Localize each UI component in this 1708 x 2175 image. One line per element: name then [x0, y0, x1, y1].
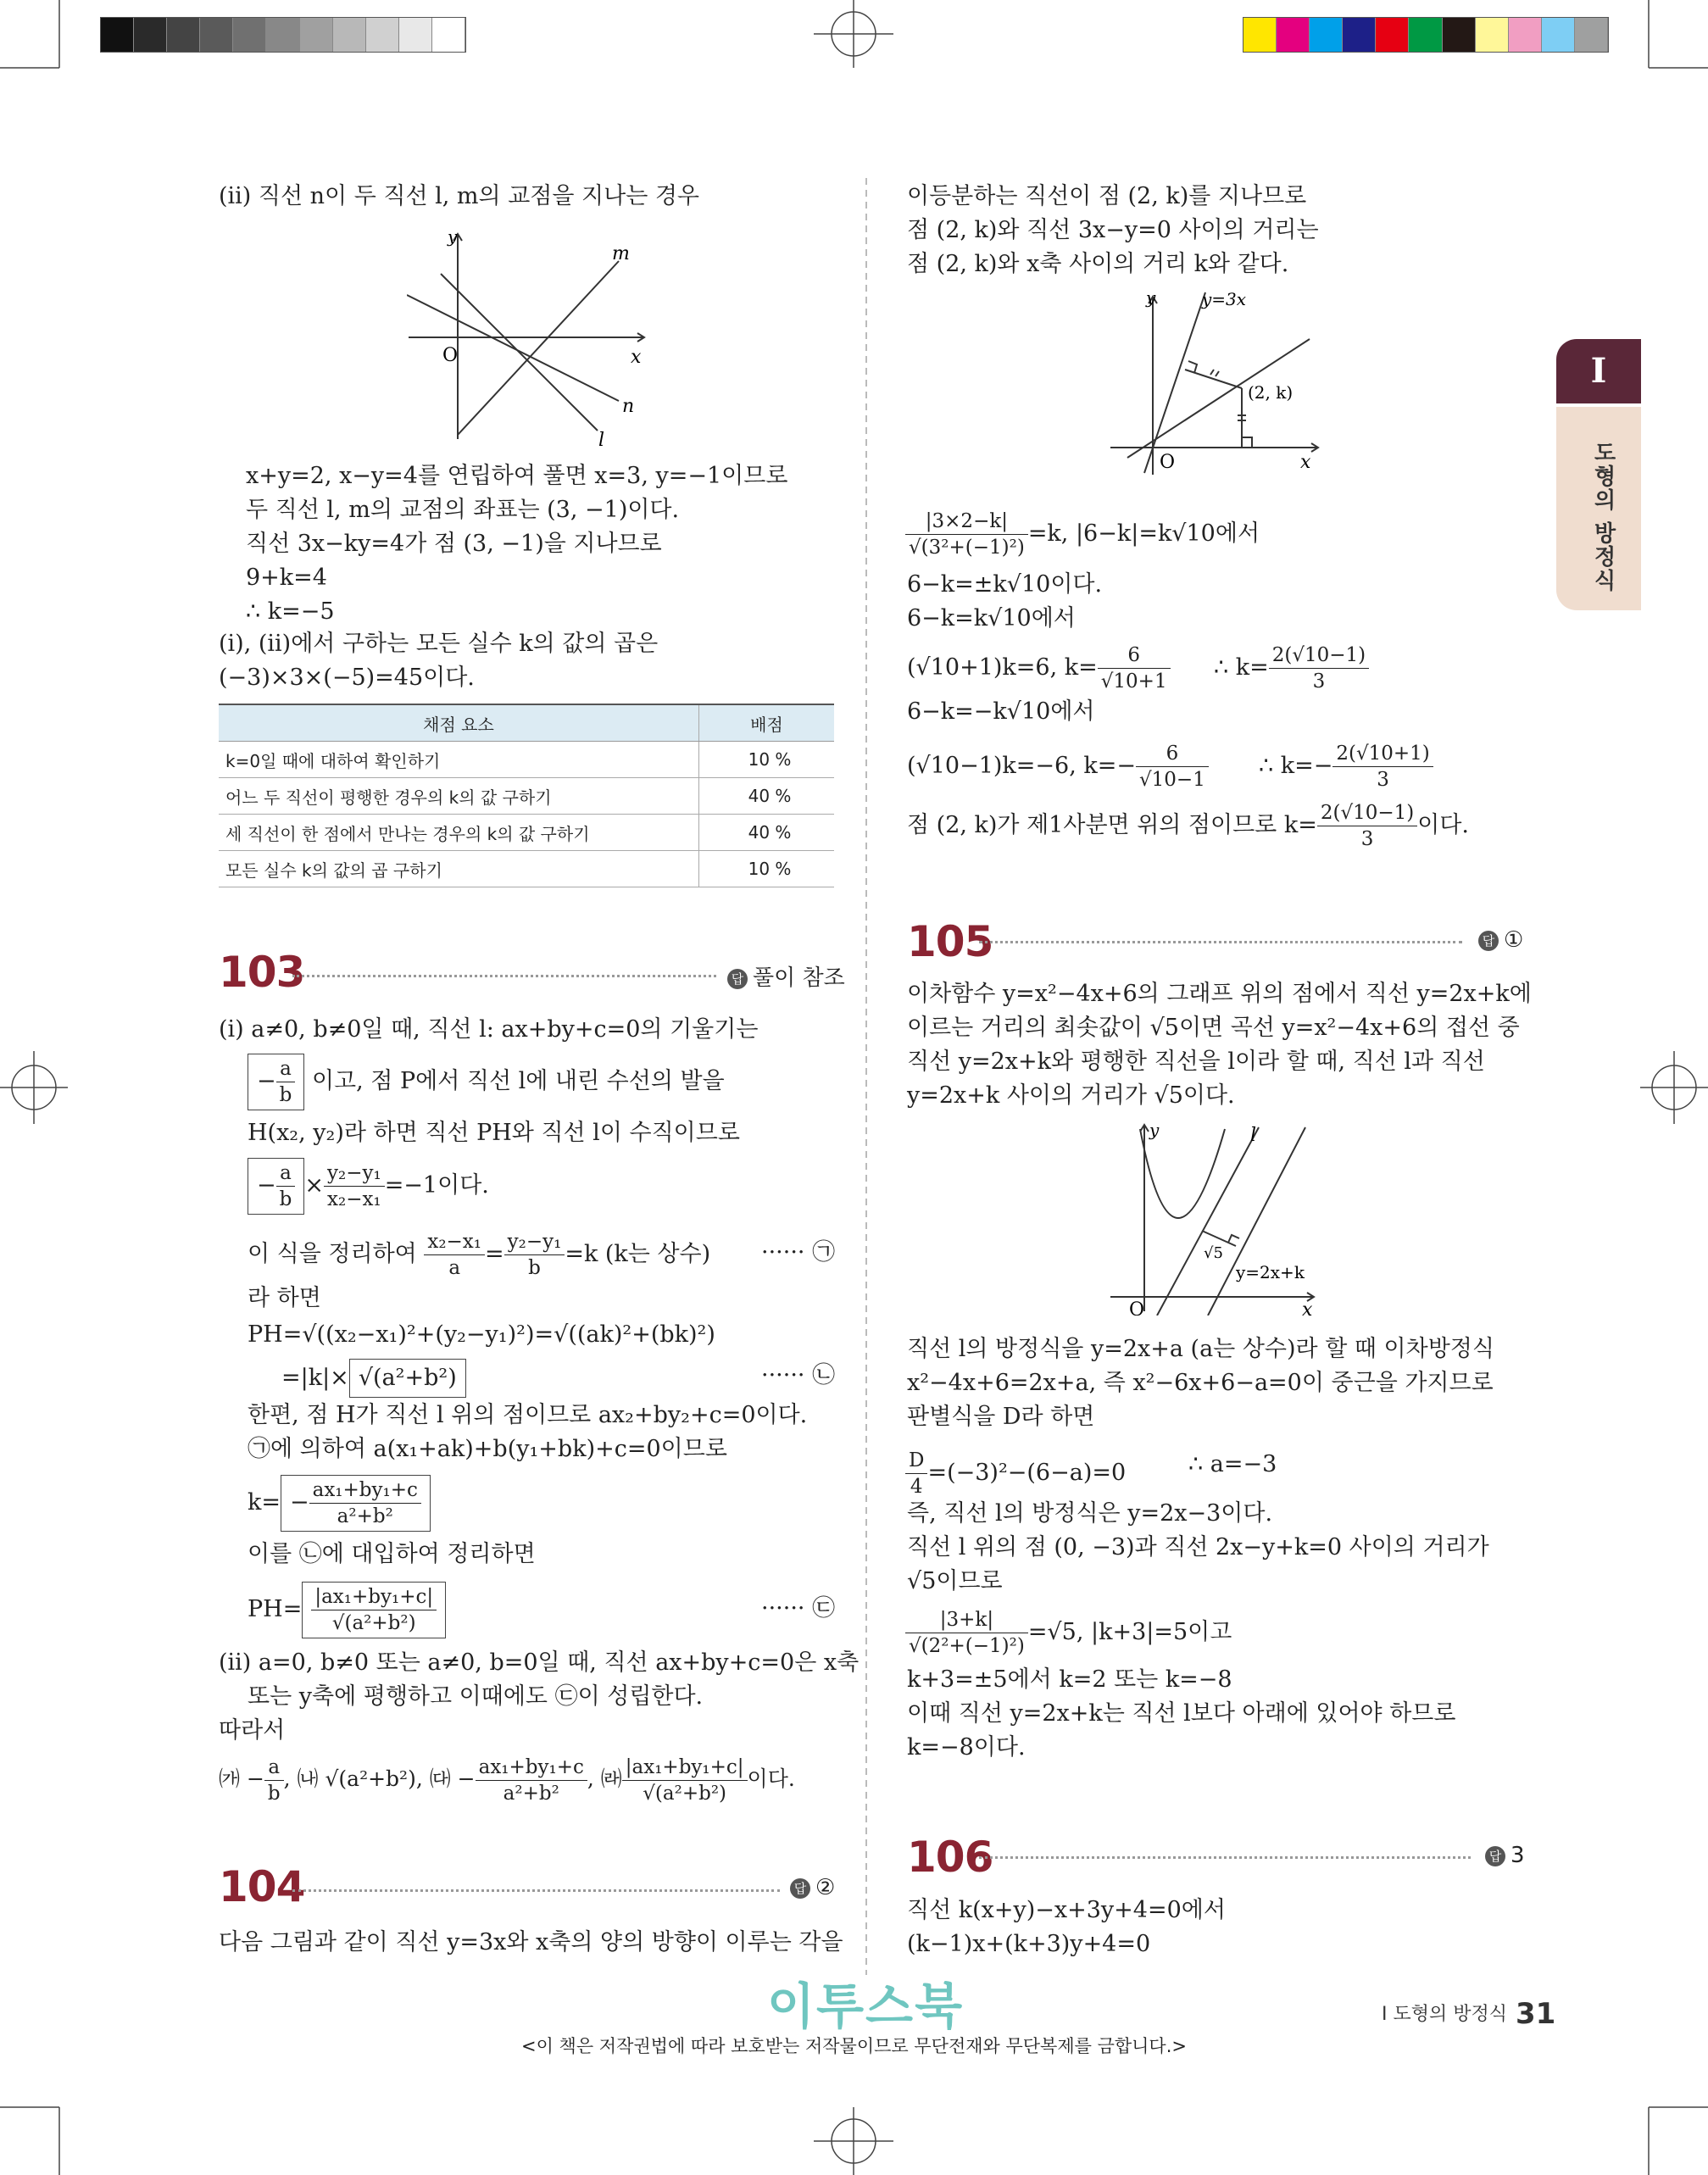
problem-105-answer: 답 ① — [1478, 927, 1523, 953]
p103-line-12: 이를 ㉡에 대입하여 정리하면 — [248, 1541, 536, 1567]
p103-line-6: 라 하면 — [248, 1285, 321, 1311]
p105-line-4: y=2x+k 사이의 거리가 √5이다. — [907, 1082, 1235, 1109]
r-eq-6b: ∴ k=− $\frac{2(√10+1)}{3}$ — [1259, 741, 1433, 793]
p106-line-2: (k−1)x+(k+3)y+4=0 — [907, 1931, 1151, 1957]
graph2-line-label: y=3x — [1202, 289, 1247, 309]
problem-106-answer: 답 3 — [1485, 1843, 1525, 1868]
problem-103-number: 103 — [219, 948, 305, 997]
chapter-tab-label: 도형의 방정식 — [1590, 441, 1616, 593]
tag-2: ······ ㉡ — [761, 1362, 836, 1388]
p103-line-1: (ⅰ) a≠0, b≠0일 때, 직선 l: ax+by+c=0의 기울기는 — [219, 1016, 759, 1043]
graph-angle-bisector — [1110, 288, 1331, 483]
p103-line-3: H(x₂, y₂)라 하면 직선 PH와 직선 l이 수직이므로 — [248, 1120, 740, 1146]
p103-line-15: 또는 y축에 평행하고 이때에도 ㉢이 성립한다. — [248, 1683, 704, 1710]
scoring-header-item: 채점 요소 — [219, 704, 699, 742]
graph-parabola-tangent — [1110, 1121, 1322, 1316]
p105-line-1: 이차함수 y=x²−4x+6의 그래프 위의 점에서 직선 y=2x+k에 — [907, 981, 1532, 1007]
r-eq-6: (√10−1)k=−6, k=− $\frac{6}{√10-1}$ — [907, 741, 1209, 793]
solve-line-2: 두 직선 l, m의 교점의 좌표는 (3, −1)이다. — [246, 497, 680, 523]
p106-line-1: 직선 k(x+y)−x+3y+4=0에서 — [907, 1897, 1226, 1923]
graph3-l-label: l — [1250, 1125, 1257, 1146]
answer-badge-icon: 답 — [727, 969, 748, 989]
divider-dots — [979, 1856, 1471, 1859]
conclusion-1: (ⅰ), (ⅱ)에서 구하는 모든 실수 k의 값의 곱은 — [219, 631, 659, 657]
solve-line-1: x+y=2, x−y=4를 연립하여 풀면 x=3, y=−1이므로 — [246, 463, 788, 489]
p104-line-1: 다음 그림과 같이 직선 y=3x와 x축의 양의 방향이 이루는 각을 — [219, 1929, 843, 1955]
answer-badge-icon: 답 — [1478, 931, 1499, 951]
graph2-origin: O — [1160, 452, 1176, 473]
solve-line-3: 직선 3x−ky=4가 점 (3, −1)을 지나므로 — [246, 531, 662, 557]
r-eq-4b: ∴ k= $\frac{2(√10-1)}{3}$ — [1214, 642, 1369, 694]
graph1-y-label: y — [448, 227, 458, 247]
table-row: 세 직선이 한 점에서 만나는 경우의 k의 값 구하기 40 % — [219, 815, 834, 851]
page-info: I 도형의 방정식 31 — [1382, 1997, 1556, 2031]
divider-dots — [292, 975, 716, 977]
p105-line-2: 이르는 거리의 최솟값이 √5이면 곡선 y=x²−4x+6의 접선 중 — [907, 1015, 1520, 1041]
r-eq-5: 6−k=−k√10에서 — [907, 698, 1095, 725]
case2-title: (ⅱ) 직선 n이 두 직선 l, m의 교점을 지나는 경우 — [219, 183, 700, 209]
blank-box-ga: − $\frac{a}{b}$ — [248, 1054, 304, 1110]
r-eq-3: 6−k=k√10에서 — [907, 605, 1076, 631]
p103-line-7: PH=√((x₂−x₁)²+(y₂−y₁)²)=√((ak)²+(bk)²) — [248, 1321, 715, 1348]
p105-line-15: k=−8이다. — [907, 1734, 1026, 1761]
tag-1: ······ ㉠ — [761, 1239, 836, 1266]
p103-line-11: k= − $\frac{\text{ax₁+by₁+c}}{\text{a²+b²}}$ — [248, 1475, 431, 1532]
r-line-3: 점 (2, k)와 x축 사이의 거리 k와 같다. — [907, 251, 1289, 277]
blank-box-ga-2: − $\frac{a}{b}$ — [248, 1158, 304, 1215]
graph1-l-label: l — [598, 430, 605, 448]
graph2-x-label: x — [1300, 452, 1311, 473]
graph3-line-label: y=2x+k — [1236, 1262, 1305, 1282]
divider-dots — [292, 1889, 780, 1892]
graph1-origin: O — [442, 345, 459, 366]
problem-105-number: 105 — [907, 917, 993, 966]
graph2-y-label: y — [1146, 288, 1156, 308]
p103-line-5: 이 식을 정리하여 $\frac{\text{x₂−x₁}}{a}$ = $\frac{\text{y₂−y₁}}{b}$ =k (k는 상수) — [248, 1231, 711, 1279]
p105-line-9: 즉, 직선 l의 방정식은 y=2x−3이다. — [907, 1500, 1273, 1527]
p105-line-5: 직선 l의 방정식을 y=2x+a (a는 상수)라 할 때 이차방정식 — [907, 1336, 1494, 1362]
solve-line-5: ∴ k=−5 — [246, 598, 335, 625]
publisher-logo: 이투스북 — [767, 1978, 965, 2035]
problem-103-answer: 답 풀이 참조 — [727, 960, 845, 992]
graph3-distance-label: √5 — [1204, 1244, 1223, 1262]
p105-line-12: $\frac{|3+k|}{\text{√(2²+(−1)²)}}$ =√5, |k+3|=5이고 — [905, 1607, 1232, 1659]
p103-line-2: − $\frac{a}{b}$ 이고, 점 P에서 직선 l에 내린 수선의 발을 — [248, 1054, 725, 1110]
p105-line-14: 이때 직선 y=2x+k는 직선 l보다 아래에 있어야 하므로 — [907, 1700, 1456, 1727]
blank-box-ra: $\frac{\text{|ax₁+by₁+c|}}{\text{√(a²+b²)}}$ — [302, 1582, 446, 1638]
tag-3: ······ ㉢ — [761, 1595, 836, 1622]
divider-dots — [979, 941, 1462, 943]
p103-final-answer: ㈎ − $\frac{a}{b}$ , ㈏ √(a²+b²), ㈐ − $\frac{\text{ax₁+by₁+c}}{\text{a²+b²}}$ , ㈑ $\frac{\text{|ax₁+by₁+c|}}{\text{√(a²+b²)}}$ 이다. — [219, 1756, 795, 1805]
p105-line-11: √5이므로 — [907, 1568, 1003, 1594]
conclusion-2: (−3)×3×(−5)=45이다. — [219, 665, 475, 691]
copyright-notice: <이 책은 저작권법에 따라 보호받는 저작물이므로 무단전재와 무단복제를 금합니다.> — [521, 2036, 1187, 2056]
p103-line-16: 따라서 — [219, 1717, 286, 1744]
graph3-x-label: x — [1302, 1299, 1313, 1316]
p103-line-14: (ⅱ) a=0, b≠0 또는 a≠0, b=0일 때, 직선 ax+by+c=0은 x축 — [219, 1649, 860, 1676]
p105-line-6: x²−4x+6=2x+a, 즉 x²−6x+6−a=0이 중근을 가지므로 — [907, 1370, 1494, 1396]
blank-box-da: − $\frac{\text{ax₁+by₁+c}}{\text{a²+b²}}$ — [281, 1475, 431, 1532]
r-line-2: 점 (2, k)와 직선 3x−y=0 사이의 거리는 — [907, 217, 1319, 243]
p105-line-8: $\frac{D}{4}$ =(−3)²−(6−a)=0 — [905, 1448, 1126, 1499]
r-eq-4: (√10+1)k=6, k= $\frac{6}{√10+1}$ — [907, 642, 1171, 694]
graph-lines-lmn — [407, 227, 661, 448]
p103-line-9: 한편, 점 H가 직선 l 위의 점이므로 ax₂+by₂+c=0이다. — [248, 1402, 808, 1428]
p105-line-7: 판별식을 D라 하면 — [907, 1404, 1095, 1430]
page-number: 31 — [1516, 1997, 1556, 2031]
p103-line-13: PH= $\frac{\text{|ax₁+by₁+c|}}{\text{√(a²+b²)}}$ — [248, 1582, 446, 1638]
table-row: 모든 실수 k의 값의 곱 구하기 10 % — [219, 851, 834, 887]
answer-badge-icon: 답 — [1485, 1846, 1505, 1866]
r-line-1: 이등분하는 직선이 점 (2, k)를 지나므로 — [907, 183, 1307, 209]
p103-line-8: =|k|× √(a²+b²) — [281, 1359, 466, 1398]
graph1-x-label: x — [631, 347, 642, 368]
problem-104-answer: 답 ② — [790, 1875, 835, 1900]
graph1-m-label: m — [612, 243, 630, 264]
p103-line-10: ㉠에 의하여 a(x₁+ak)+b(y₁+bk)+c=0이므로 — [248, 1436, 727, 1462]
p105-line-13: k+3=±5에서 k=2 또는 k=−8 — [907, 1666, 1232, 1693]
scoring-header-points: 배점 — [699, 704, 835, 742]
graph3-y-label: y — [1149, 1121, 1160, 1140]
p105-line-3: 직선 y=2x+k와 평행한 직선을 l이라 할 때, 직선 l과 직선 — [907, 1049, 1485, 1075]
chapter-tab-roman: I — [1556, 339, 1641, 403]
table-row: k=0일 때에 대하여 확인하기 10 % — [219, 742, 834, 778]
table-row: 어느 두 직선이 평행한 경우의 k의 값 구하기 40 % — [219, 778, 834, 815]
r-eq-1: $\frac{|3\times 2-k|}{\text{√(3²+(−1)²)}}$ =k, |6−k|=k√10에서 — [905, 509, 1260, 560]
solve-line-4: 9+k=4 — [246, 565, 327, 591]
blank-box-na: √(a²+b²) — [349, 1359, 466, 1398]
p105-line-8b: ∴ a=−3 — [1188, 1451, 1277, 1477]
r-eq-7: 점 (2, k)가 제1사분면 위의 점이므로 k= $\frac{2(√10-1)}{3}$ 이다. — [907, 802, 1470, 850]
p103-line-4: − $\frac{a}{b}$ × $\frac{\text{y₂−y₁}}{\text{x₂−x₁}}$ =−1이다. — [248, 1158, 489, 1215]
problem-106-number: 106 — [907, 1833, 993, 1882]
graph3-origin: O — [1129, 1299, 1145, 1316]
r-eq-2: 6−k=±k√10이다. — [907, 571, 1103, 598]
graph1-n-label: n — [622, 396, 635, 417]
problem-104-number: 104 — [219, 1862, 305, 1911]
scoring-table — [219, 704, 834, 887]
answer-badge-icon: 답 — [790, 1878, 810, 1899]
p105-line-10: 직선 l 위의 점 (0, −3)과 직선 2x−y+k=0 사이의 거리가 — [907, 1534, 1489, 1560]
graph2-point-label: (2, k) — [1248, 382, 1294, 403]
